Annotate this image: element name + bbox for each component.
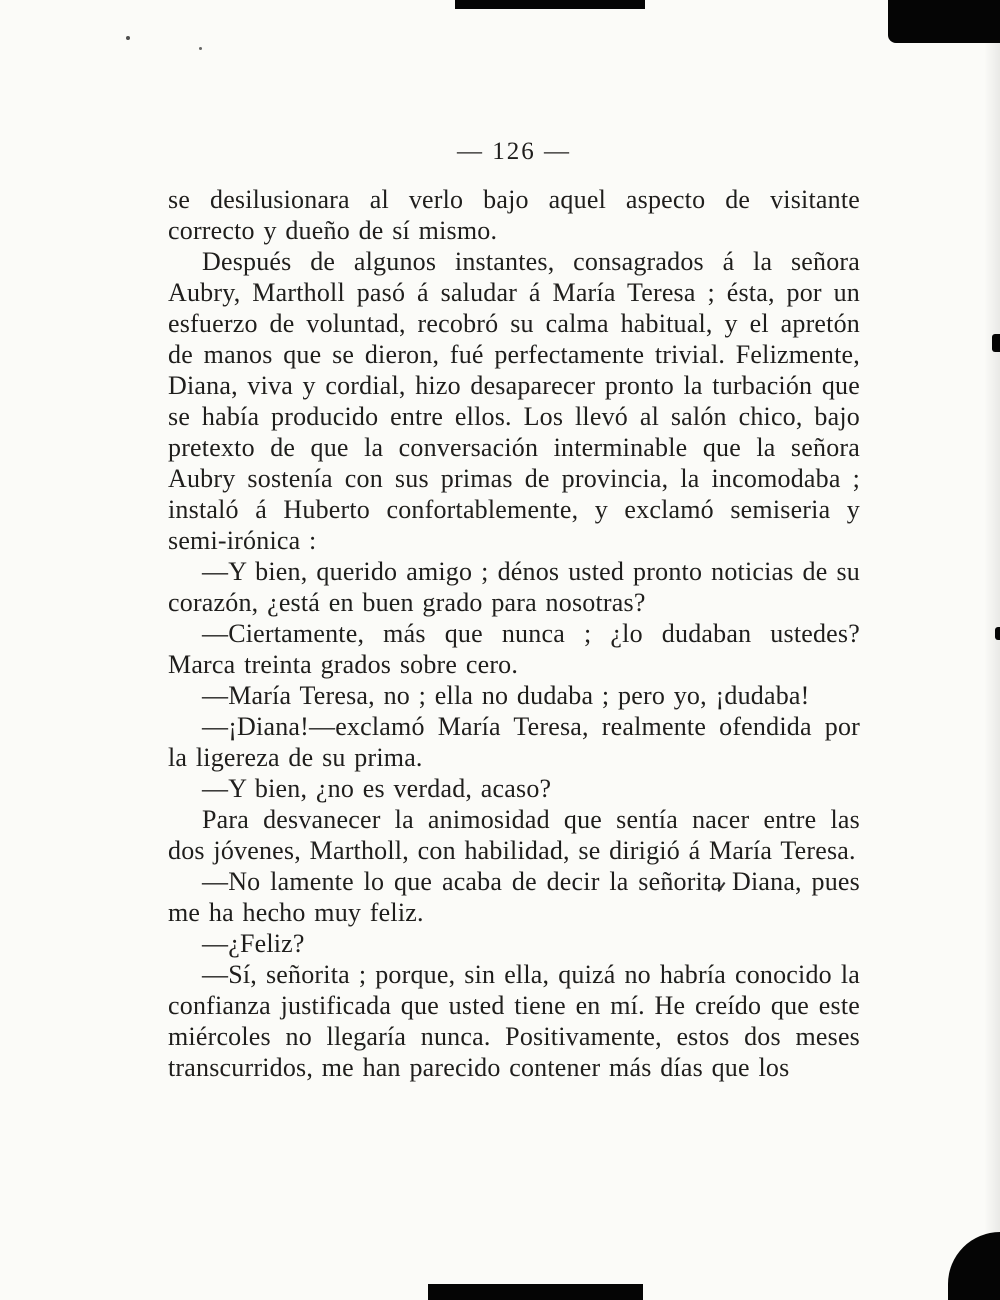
paragraph: —¿Feliz?	[202, 929, 305, 958]
paragraph: —Y bien, ¿no es verdad, acaso?	[202, 774, 552, 803]
paragraph: —Sí, señorita ; porque, sin ella, quizá no habría conocido la confianza justificada que usted tiene en mí. He creído que este miércoles no llegaría nunca. Positivamente, estos dos meses transcurridos, me han parecido contener más días que los	[168, 960, 860, 1082]
scan-artifact-speck	[199, 47, 202, 50]
scan-artifact-bottom-bar	[428, 1284, 643, 1300]
page-number: — 126 —	[457, 138, 571, 165]
scan-artifact-top-right-block	[888, 0, 1000, 43]
paragraph: —Ciertamente, más que nunca ; ¿lo dudaban ustedes? Marca treinta grados sobre cero.	[168, 619, 860, 679]
scan-artifact-right-edge-mark	[992, 334, 1000, 352]
paragraph: —Y bien, querido amigo ; dénos usted pronto noticias de su corazón, ¿está en buen grado para nosotras?	[168, 557, 860, 617]
paragraph: se desilusionara al verlo bajo aquel aspecto de visitante correcto y dueño de sí mismo.	[168, 185, 860, 245]
page-edge-shadow	[984, 0, 1000, 1300]
scan-artifact-top-bar	[455, 0, 645, 9]
paragraph: —¡Diana!—exclamó María Teresa, realmente ofendida por la ligereza de su prima.	[168, 712, 860, 772]
paragraph: —No lamente lo que acaba de decir la señorita Diana, pues me ha hecho muy feliz.	[168, 867, 860, 927]
scan-artifact-right-edge-mark	[995, 627, 1000, 640]
paragraph: Para desvanecer la animosidad que sentía nacer entre las dos jóvenes, Martholl, con habilidad, se dirigió á María Teresa.	[168, 805, 860, 865]
scan-artifact-bottom-right-blob	[948, 1232, 1000, 1300]
paragraph: Después de algunos instantes, consagrados á la señora Aubry, Martholl pasó á saludar á María Teresa ; ésta, por un esfuerzo de voluntad, recobró su calma habitual, y el apretón de manos que se dieron, fué perfectamente trivial. Felizmente, Diana, viva y cordial, hizo desaparecer pronto la turbación que se había producido entre ellos. Los llevó al salón chico, bajo pretexto de que la conversación interminable que la señora Aubry sostenía con sus primas de provincia, la incomodaba ; instaló á Huberto confortablemente, y exclamó semiseria y semi-irónica :	[168, 247, 860, 555]
page-text	[168, 184, 860, 1083]
paragraph: —María Teresa, no ; ella no dudaba ; pero yo, ¡dudaba!	[202, 681, 810, 710]
scan-artifact-speck	[126, 36, 130, 40]
